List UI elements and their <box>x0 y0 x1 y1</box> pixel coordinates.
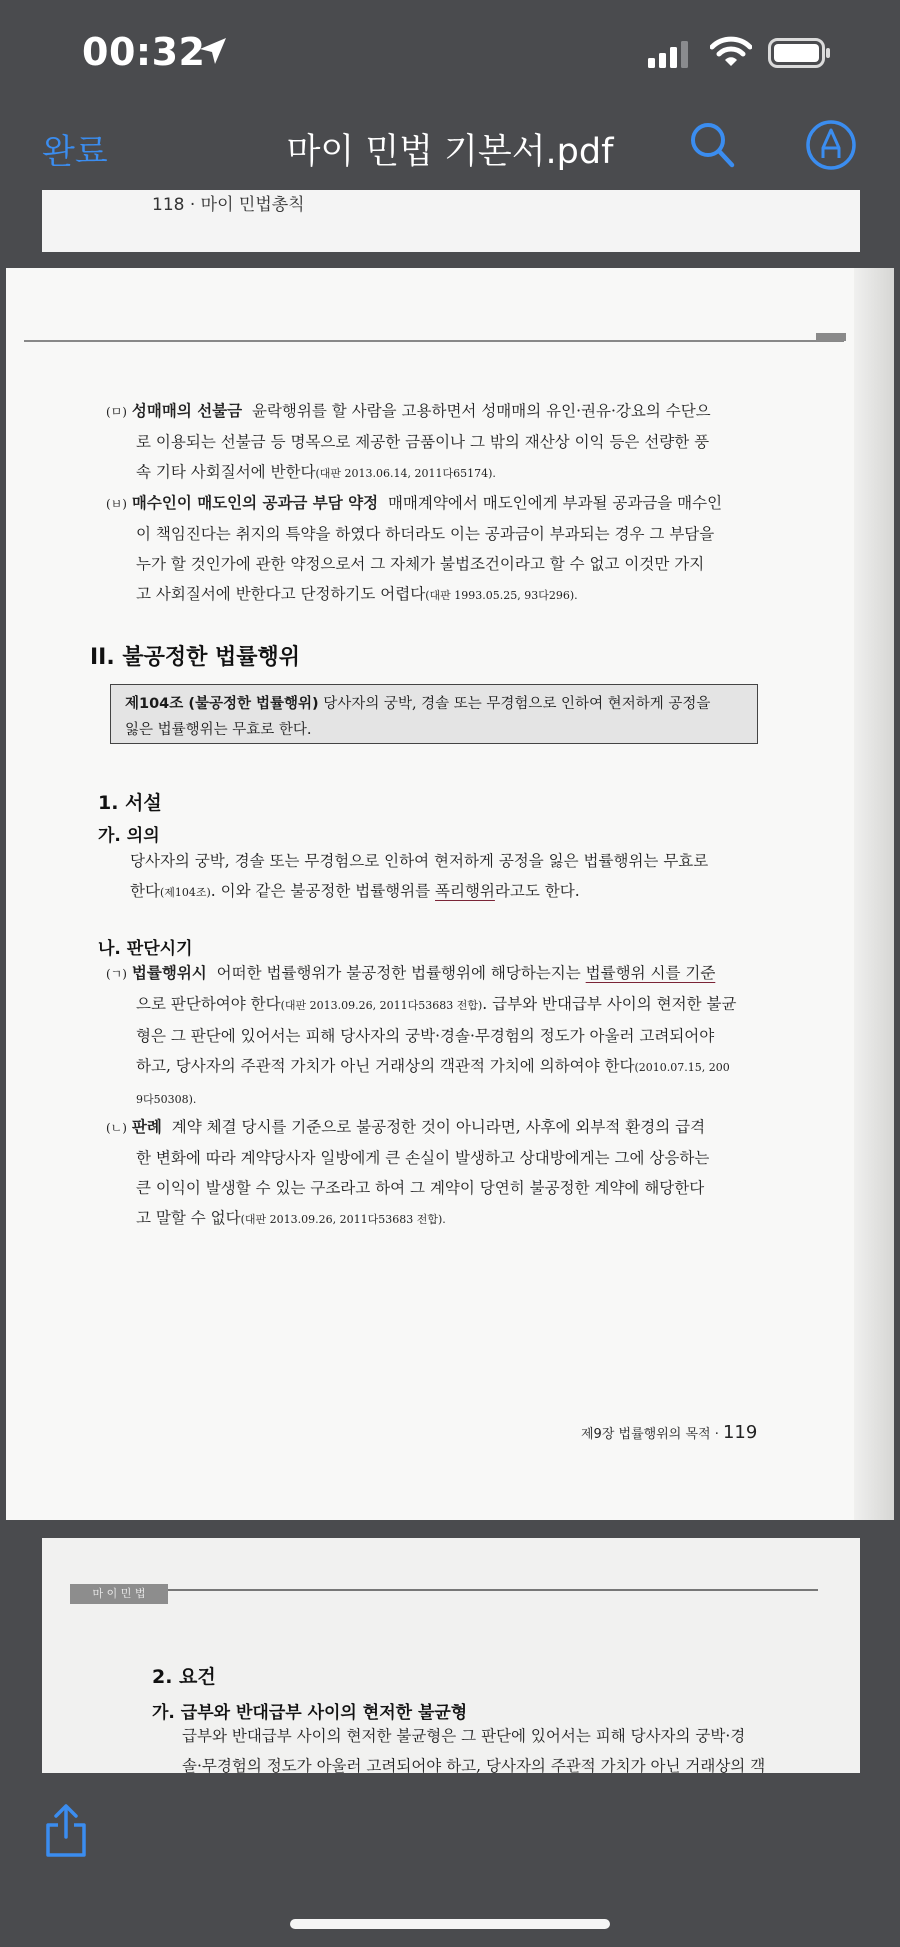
item-marker: (ㅂ) <box>106 497 127 511</box>
item-title: 성매매의 선불금 <box>131 402 243 420</box>
page-number: 119 <box>722 1422 758 1443</box>
article-title: 제104조 (불공정한 법률행위) <box>125 696 319 712</box>
text-line: 큰 이익이 발생할 수 있는 구조라고 하여 그 계약이 당연히 불공정한 계약에 해당한다 <box>136 1179 705 1197</box>
text-line: . 급부와 반대급부 사이의 현저한 불균 <box>482 995 737 1013</box>
battery-icon <box>768 38 832 68</box>
item-title: 판례 <box>131 1118 162 1136</box>
item-marker: (ㄱ) <box>106 967 127 981</box>
previous-page[interactable] <box>42 190 860 252</box>
nav-bar <box>0 110 900 190</box>
citation: (제104조) <box>159 886 211 899</box>
underlined-term: 법률행위 시를 기준 <box>585 964 716 982</box>
text-line: 솔·무경험의 정도가 아울러 고려되어야 하고, 당사자의 주관적 가치가 아닌 거래상의 객 <box>182 1757 766 1773</box>
article-text: 잃은 법률행위는 무효로 한다. <box>125 722 312 738</box>
text-line: 이 책임진다는 취지의 특약을 하였다 하더라도 이는 공과금이 부과되는 경우 그 부담을 <box>136 525 715 543</box>
citation: (대판 2013.09.26, 2011다53683 전합). <box>240 1213 446 1226</box>
text-line: 어떠한 법률행위가 불공정한 법률행위에 해당하는지는 <box>216 964 586 982</box>
heading-meaning: 가. 의의 <box>98 826 160 846</box>
text-line: 계약 체결 당시를 기준으로 불공정한 것이 아니라면, 사후에 외부적 환경의 급격 <box>171 1118 706 1136</box>
header-band <box>70 1584 168 1604</box>
page-footer: 제9장 법률행위의 목적 · 119 <box>581 1422 758 1443</box>
clock: 00:32 <box>82 30 206 74</box>
cellular-signal-icon <box>648 40 692 68</box>
markup-pen-icon[interactable] <box>804 118 858 172</box>
chapter-label: 제9장 법률행위의 목적 <box>581 1427 711 1442</box>
article-box <box>110 684 758 744</box>
item-marker: (ㅁ) <box>106 405 127 419</box>
heading-intro: 1. 서설 <box>98 792 162 814</box>
heading-imbalance: 가. 급부와 반대급부 사이의 현저한 불균형 <box>152 1703 468 1723</box>
text-line: 고 사회질서에 반한다고 단정하기도 어렵다 <box>136 585 426 603</box>
text-line: 로 이용되는 선불금 등 명목으로 제공한 금품이나 그 밖의 재산상 이익 등은 선량한 풍 <box>136 433 710 451</box>
text-line: 급부와 반대급부 사이의 현저한 불균형은 그 판단에 있어서는 피해 당사자의 궁박·경 <box>182 1727 746 1745</box>
paragraph-item-g <box>106 958 766 1115</box>
text-line: 매매계약에서 매도인에게 부과될 공과금을 매수인 <box>387 494 723 512</box>
item-title: 법률행위시 <box>131 964 207 982</box>
paragraph-item-m <box>106 396 766 489</box>
text-line: 윤락행위를 할 사람을 고용하면서 성매매의 유인·권유·강요의 수단으 <box>251 402 711 420</box>
pdf-page-119[interactable] <box>6 268 894 1520</box>
heading-judgment-time: 나. 판단시기 <box>98 939 193 959</box>
text-line: 누가 할 것인가에 관한 약정으로서 그 자체가 불법조건이라고 할 수 없고 이것만 가지 <box>136 555 705 573</box>
text-line: 라고도 한다. <box>494 882 580 900</box>
citation: 9다50308). <box>136 1093 197 1106</box>
location-arrow-icon <box>198 36 228 66</box>
share-icon[interactable] <box>44 1803 88 1859</box>
page-edge-shadow <box>854 268 894 1520</box>
text-line: 한 변화에 따라 계약당사자 일방에게 큰 손실이 발생하고 상대방에게는 그에 상응하는 <box>136 1149 710 1167</box>
text-line: 당사자의 궁박, 경솔 또는 무경험으로 인하여 현저하게 공정을 잃은 법률행위는 무효로 <box>130 852 709 870</box>
article-text: 당사자의 궁박, 경솔 또는 무경험으로 인하여 현저하게 공정을 <box>318 696 711 712</box>
paragraph-imbalance <box>182 1721 832 1773</box>
heading-requirements: 2. 요건 <box>152 1666 216 1688</box>
citation: (2010.07.15, 200 <box>634 1061 730 1074</box>
band-label: 마 이 민 법 <box>92 1587 146 1600</box>
item-marker: (ㄴ) <box>106 1121 127 1135</box>
header-rule <box>24 340 844 342</box>
item-title: 매수인이 매도인의 공과금 부담 약정 <box>131 494 379 512</box>
text-line: . 이와 같은 불공정한 법률행위를 <box>210 882 436 900</box>
citation: (대판 2013.09.26, 2011다53683 전합) <box>280 999 483 1012</box>
underlined-term: 폭리행위 <box>435 882 495 900</box>
text-line: 속 기타 사회질서에 반한다 <box>136 463 316 481</box>
status-bar <box>0 0 900 110</box>
text-line: 으로 판단하여야 한다 <box>136 995 281 1013</box>
next-page[interactable] <box>42 1538 860 1773</box>
citation: (대판 1993.05.25, 93다296). <box>425 589 578 602</box>
home-indicator[interactable] <box>290 1919 610 1929</box>
done-button[interactable]: 완료 <box>42 132 108 172</box>
bottom-toolbar <box>0 1773 900 1947</box>
paragraph-item-b <box>106 488 766 611</box>
document-title: 마이 민법 기본서.pdf <box>286 132 614 172</box>
header-marker <box>816 333 846 341</box>
text-line: 하고, 당사자의 주관적 가치가 아닌 거래상의 객관적 가치에 의하여야 한다 <box>136 1057 635 1075</box>
citation: (대판 2013.06.14, 2011다65174). <box>315 467 496 480</box>
header-rule <box>168 1589 818 1591</box>
search-icon[interactable] <box>688 120 736 170</box>
wifi-icon <box>710 36 752 68</box>
text-line: 고 말할 수 없다 <box>136 1209 241 1227</box>
text-line: 한다 <box>130 882 160 900</box>
page-header: 118 · 마이 민법총칙 <box>152 195 305 215</box>
text-line: 형은 그 판단에 있어서는 피해 당사자의 궁박·경솔·무경험의 정도가 아울러 고려되어야 <box>136 1027 715 1045</box>
section-title: II. 불공정한 법률행위 <box>90 645 301 670</box>
paragraph-item-n <box>106 1112 766 1235</box>
paragraph-meaning <box>130 846 770 908</box>
